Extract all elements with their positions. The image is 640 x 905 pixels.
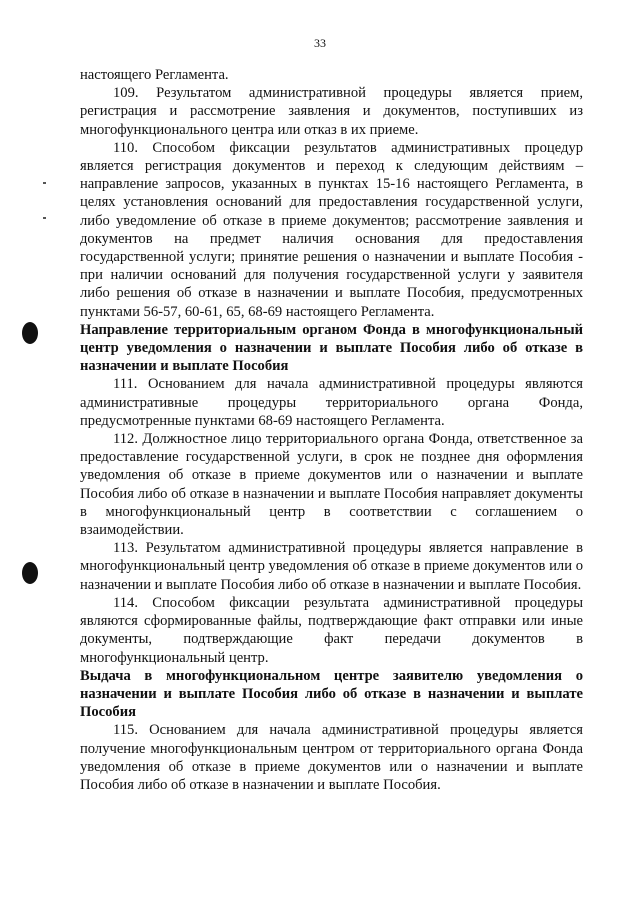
paragraph: 111. Основанием для начала административной процедуры являются административные процедуры территориального органа Фонда, предусмотренные пунктами 68-69 настоящего Регламента. — [80, 376, 583, 429]
paragraph: 112. Должностное лицо территориального органа Фонда, ответственное за предоставление государственной услуги, в срок не позднее дня оформления уведомления об отказе в приеме документов или о назначении и выплате Пособия либо об отказе в назначении и выплате Пособия направляет документы в многофункциональный центр в соответствии с соглашением о взаимодействии. — [80, 431, 583, 539]
paragraph: 110. Способом фиксации результатов административных процедур является регистрация документов и переход к следующим действиям – направление запросов, указанных в пунктах 15-16 настоящего Регламента, в целях установления оснований для предоставления государственной услуги, либо уведомление об отказе в приеме документов; рассмотрение заявления и документов на предмет наличия основания для предоставления государственной услуги; принятие решения о назначении и выплате Пособия - при наличии оснований для получения государственной услуги у заявителя либо решения об отказе в назначении и выплате Пособия, предусмотренных пунктами 56-57, 60-61, 65, 68-69 настоящего Регламента. — [80, 139, 583, 320]
page-number: 33 — [314, 36, 326, 50]
section-heading-1: Направление территориальным органом Фонда в многофункциональный центр уведомления о назначении и выплате Пособия либо об отказе в назначении и выплате Пособия — [80, 321, 583, 375]
scan-speck — [43, 182, 46, 184]
document-body — [80, 66, 583, 794]
hole-punch-mark — [22, 322, 38, 344]
section-mfc-issue — [80, 721, 583, 794]
section-mfc-notification — [80, 375, 583, 666]
section-heading-2: Выдача в многофункциональном центре заявителю уведомления о назначении и выплате Пособия либо об отказе в назначении и выплате Пособия — [80, 667, 583, 721]
paragraph: 113. Результатом административной процедуры является направление в многофункциональный центр уведомления об отказе в приеме документов или о назначении и выплате Пособия либо об отказе в назначении и выплате Пособия. — [80, 540, 583, 593]
scan-speck — [43, 217, 46, 219]
paragraph: 115. Основанием для начала административной процедуры является получение многофункциональным центром от территориального органа Фонда уведомления об отказе в приеме документов или о назначении и выплате Пособия либо об отказе в назначении и выплате Пособия. — [80, 722, 583, 793]
paragraph: настоящего Регламента. — [80, 67, 229, 83]
section-intro — [80, 66, 583, 321]
paragraph: 114. Способом фиксации результата административной процедуры являются сформированные файлы, подтверждающие факт отправки или иные документы, подтверждающие факт передачи документов в многофункциональный центр. — [80, 594, 583, 666]
paragraph: 109. Результатом административной процедуры является прием, регистрация и рассмотрение заявления и документов, поступивших из многофункционального центра или отказ в их приеме. — [80, 85, 583, 138]
hole-punch-mark — [22, 562, 38, 584]
